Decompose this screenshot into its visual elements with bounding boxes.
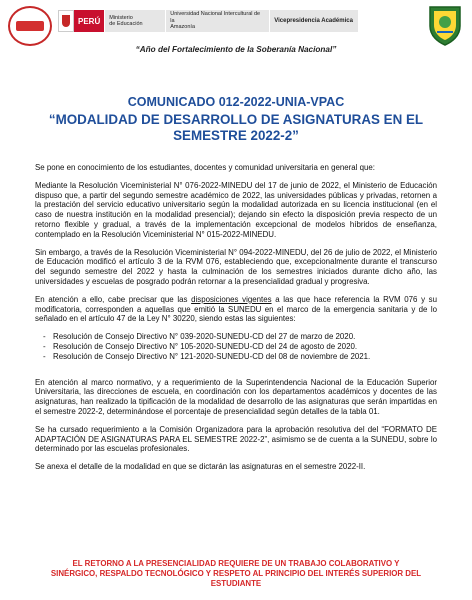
page-title: “MODALIDAD DE DESARROLLO DE ASIGNATURAS EN EL SEMESTRE 2022-2” <box>48 112 424 143</box>
list-item: - Resolución de Consejo Directivo N° 121-2020-SUNEDU-CD del 08 de noviembre de 2021. <box>53 352 437 362</box>
peru-label: PERÚ <box>74 10 104 32</box>
year-motto: “Año del Fortalecimiento de la Soberanía Nacional” <box>135 45 337 54</box>
paragraph-rvm-076: Mediante la Resolución Viceministerial N° 076-2022-MINEDU del 17 de junio de 2022, el Ministerio de Educación dispuso que, a partir del segundo semestre académico de 2022, las universidades públicas y privadas, retornen a la prestación del servicio educativo universitario según la modalidad autorizada en su licencia institucional (en el caso de nuestra institución en la modalidad presencial); dejando sin efecto la disposición previa respecto de un retorno flexible y gradual, a través de la implementación excepcional de modelos híbridos de enseñanza, contemplado en la Resolución Viceministerial N° 015-2022-MINEDU. <box>35 180 437 239</box>
university-label: Universidad Nacional Intercultural de la Amazonía <box>165 10 269 32</box>
document-body <box>35 163 437 480</box>
government-banner <box>58 10 358 32</box>
closing-statement: EL RETORNO A LA PRESENCIALIDAD REQUIERE DE UN TRABAJO COLABORATIVO Y SINÉRGICO, RESPALDO TECNOLÓGICO Y RESPETO AL PRINCIPIO DEL INTERÉS SUPERIOR DEL ESTUDIANTE <box>50 559 422 589</box>
paragraph-current-provisions: En atención a ello, cabe precisar que las disposiciones vigentes a las que hace referencia la RVM 076 y su modificatoria, corresponden a aquellas que emitió la SUNEDU en el marco de la emergencia sanitaria y de lo señalado en el artículo 47 de la Ley N° 30220, siendo estas las siguientes: <box>35 294 438 324</box>
peru-shield-icon <box>58 10 74 32</box>
ministry-label: Ministerio de Educación <box>104 10 165 32</box>
paragraph-regulatory-framework: En atención al marco normativo, y a requerimiento de la Superintendencia Nacional de la Educación Superior Universitaria, las direcciones de escuela, en coordinación con los departamentos académicos y docentes de las asignaturas, han realizado la tipificación de la modalidad de desarrollo de las asignaturas que serán impartidas en el semestre 2022-2, determinándose el porcentaje de presencialidad según detalles de la tabla 01. <box>35 377 437 416</box>
list-item: - Resolución de Consejo Directivo N° 039-2020-SUNEDU-CD del 27 de marzo de 2020. <box>53 332 437 342</box>
paragraph-rvm-094: Sin embargo, a través de la Resolución Viceministerial N° 094-2022-MINEDU, del 26 de julio de 2022, el Ministerio de Educación modificó el artículo 3 de la RVM 076, estableciendo que, excepcionalmente durante el transcurso del segundo semestre del 2022 y hasta la culminación de los semestres iniciados durante dicho año, las universidades y escuelas de posgrado podrán retornar a la presencialidad gradual y progresiva. <box>35 247 437 286</box>
university-shield-icon <box>426 4 464 46</box>
communique-number: COMUNICADO 012-2022-UNIA-VPAC <box>127 95 345 109</box>
list-item: - Resolución de Consejo Directivo N° 105-2020-SUNEDU-CD del 24 de agosto de 2020. <box>53 342 437 352</box>
paragraph-annex: Se anexa el detalle de la modalidad en que se dictarán las asignaturas en el semestre 2022-II. <box>35 462 366 472</box>
document-header <box>8 6 464 44</box>
paragraph-commission-request: Se ha cursado requerimiento a la Comisión Organizadora para la aprobación resolutiva del del “FORMATO DE ADAPTACIÓN DE ASIGNATURAS PARA EL SEMESTRE 2022-2”, asimismo se de cuenta a la SUNEDU, sobre lo determinado por las escuelas profesionales. <box>35 424 437 454</box>
resolution-list <box>35 332 437 361</box>
underlined-phrase: disposiciones vigentes <box>191 294 272 304</box>
intro-paragraph: Se pone en conocimiento de los estudiantes, docentes y comunidad universitaria en general que: <box>35 163 375 172</box>
campaign-seal-icon <box>8 6 52 46</box>
vice-rectorate-label: Vicepresidencia Académica <box>269 10 358 32</box>
